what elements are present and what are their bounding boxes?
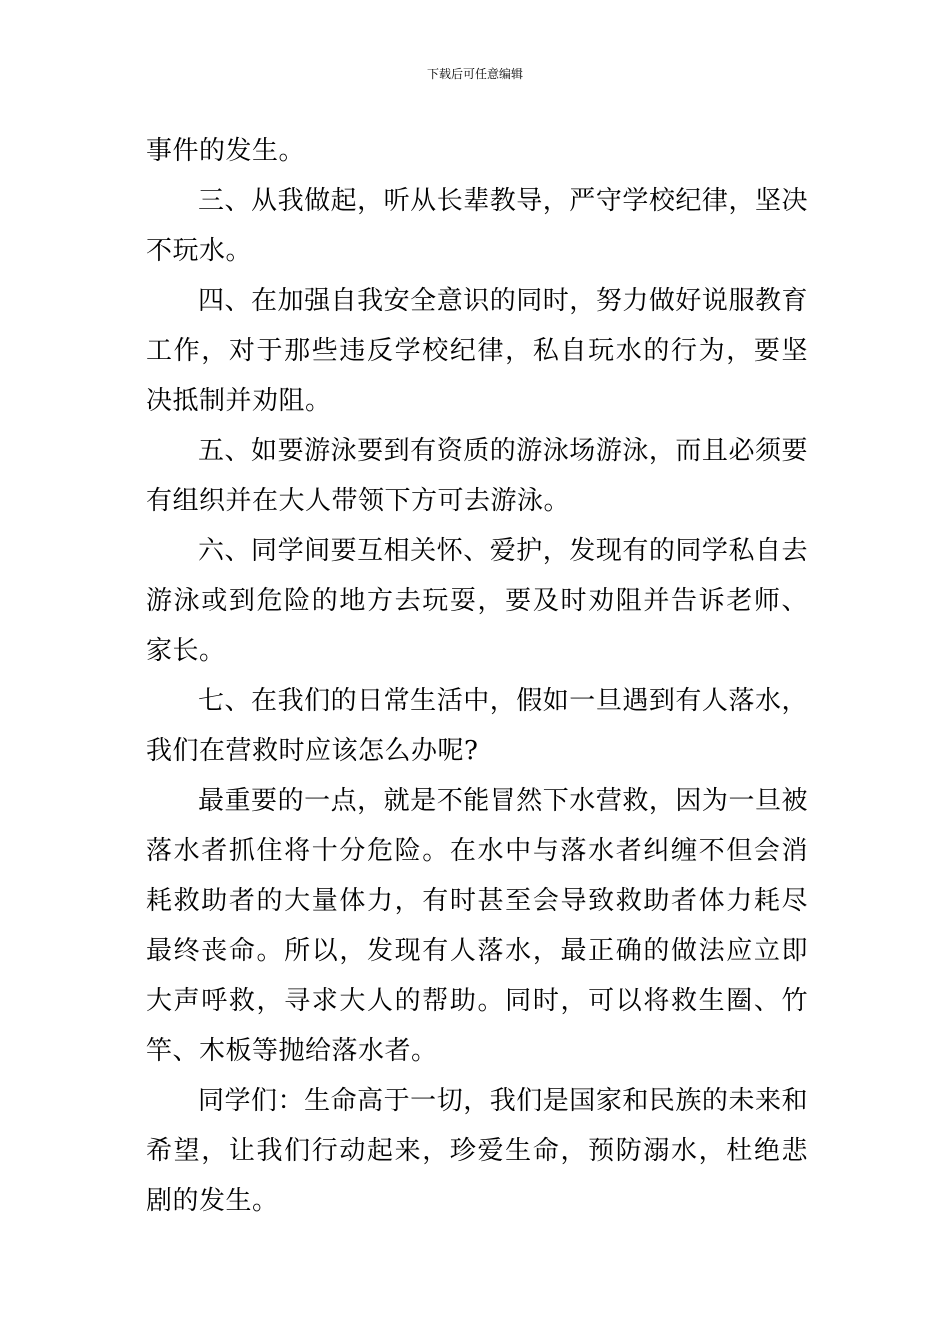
page-header: 下载后可任意编辑 <box>426 67 523 81</box>
paragraph-item-4: 四、在加强自我安全意识的同时，努力做好说服教育工作，对于那些违反学校纪律，私自玩水的行为，要坚决抵制并劝阻。 <box>146 286 808 416</box>
document-body <box>146 126 808 1226</box>
paragraph-item-7: 七、在我们的日常生活中，假如一旦遇到有人落水，我们在营救时应该怎么办呢? <box>146 686 808 766</box>
paragraph-item-5: 五、如要游泳要到有资质的游泳场游泳，而且必须要有组织并在大人带领下方可去游泳。 <box>146 436 808 516</box>
paragraph-closing: 同学们：生命高于一切，我们是国家和民族的未来和希望，让我们行动起来，珍爱生命，预防溺水，杜绝悲剧的发生。 <box>146 1086 808 1216</box>
paragraph-item-6: 六、同学间要互相关怀、爱护，发现有的同学私自去游泳或到危险的地方去玩耍，要及时劝阻并告诉老师、家长。 <box>146 536 808 666</box>
paragraph-item-3: 三、从我做起，听从长辈教导，严守学校纪律，坚决不玩水。 <box>146 186 808 266</box>
paragraph-rescue-advice: 最重要的一点，就是不能冒然下水营救，因为一旦被落水者抓住将十分危险。在水中与落水者纠缠不但会消耗救助者的大量体力，有时甚至会导致救助者体力耗尽最终丧命。所以，发现有人落水，最正确的做法应立即大声呼救，寻求大人的帮助。同时，可以将救生圈、竹竿、木板等抛给落水者。 <box>146 786 808 1066</box>
paragraph-continuation: 事件的发生。 <box>146 136 306 166</box>
